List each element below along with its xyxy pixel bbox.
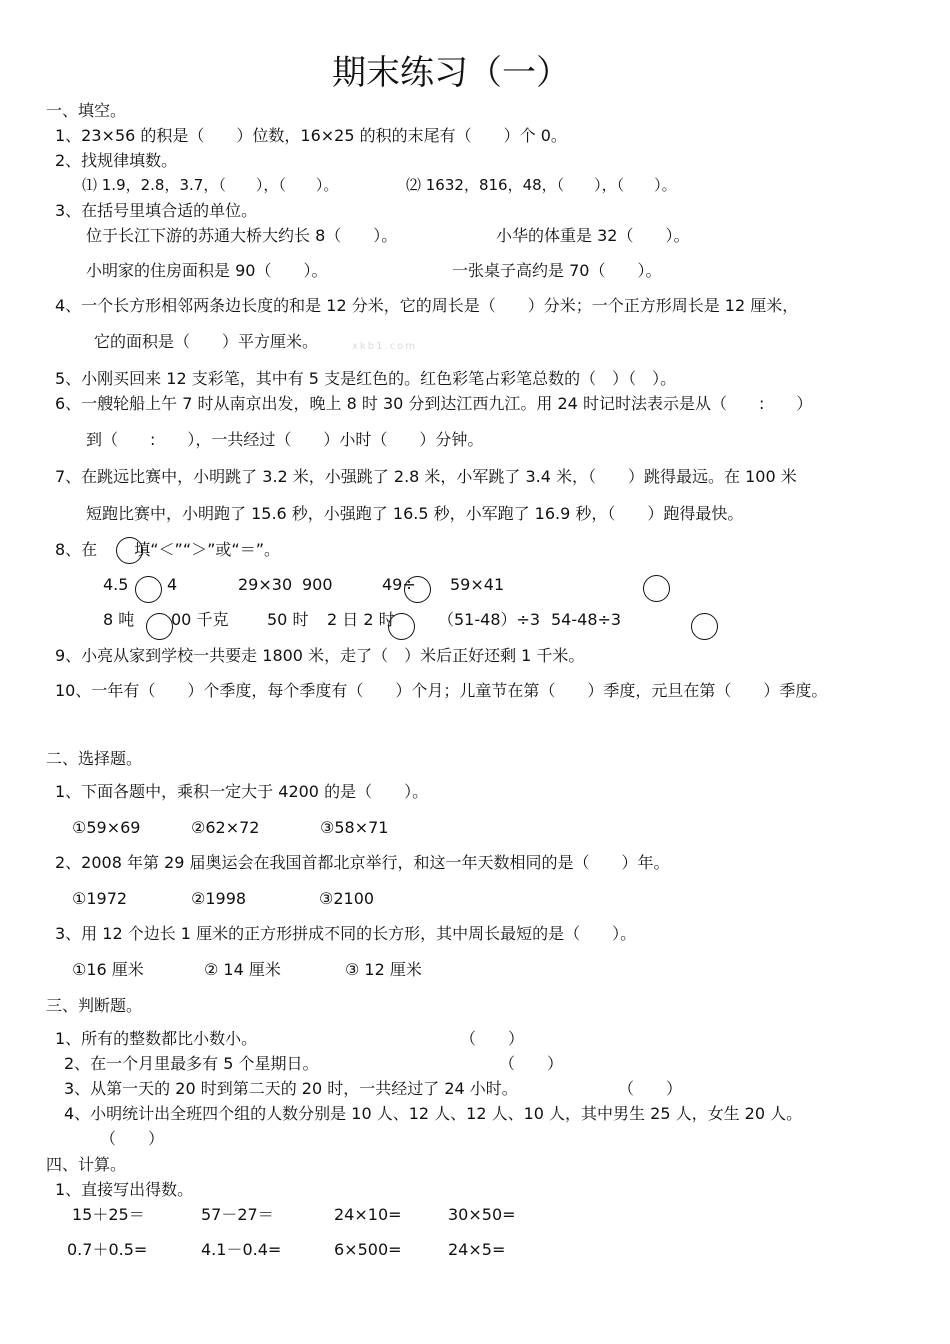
- fill-q4-line1: 4、一个长方形相邻两条边长度的和是 12 分米，它的周长是（ ）分米；一个正方形周长是 12 厘米，: [55, 296, 799, 315]
- choice-q2: 2、2008 年第 29 届奥运会在我国首都北京举行，和这一年天数相同的是（ ）年。: [55, 853, 670, 872]
- fill-q3: 3、在括号里填合适的单位。: [55, 201, 258, 220]
- calc-item: 6×500=: [334, 1240, 402, 1259]
- compare-item: 8 吨: [103, 610, 135, 629]
- watermark-text: xkb1.com: [352, 341, 417, 352]
- answer-circle[interactable]: [691, 613, 718, 640]
- fill-q7-line1: 7、在跳远比赛中，小明跳了 3.2 米，小强跳了 2.8 米，小军跳了 3.4 米，（ ）跳得最远。在 100 米: [55, 467, 797, 486]
- choice-option: ①59×69: [72, 818, 141, 837]
- judge-q2: 2、在一个月里最多有 5 个星期日。: [64, 1054, 319, 1073]
- choice-option: ②1998: [191, 889, 247, 908]
- choice-option: ③ 12 厘米: [345, 960, 422, 979]
- judge-answer-paren: （ ）: [100, 1129, 165, 1148]
- calc-item: 0.7＋0.5=: [67, 1240, 148, 1259]
- choice-q1: 1、下面各题中，乘积一定大于 4200 的是（ ）。: [55, 782, 429, 801]
- compare-item: 900: [302, 575, 333, 594]
- fill-q2: 2、找规律填数。: [55, 151, 178, 170]
- compare-item: 4: [167, 575, 178, 594]
- judge-q1: 1、所有的整数都比小数小。: [55, 1029, 258, 1048]
- fill-q7-line2: 短跑比赛中，小明跑了 15.6 秒，小强跑了 16.5 秒，小军跑了 16.9 秒，（ ）跑得最快。: [86, 504, 744, 523]
- choice-option: ①16 厘米: [72, 960, 144, 979]
- answer-circle[interactable]: [116, 537, 143, 564]
- fill-q3-weight: 小华的体重是 32（ ）。: [496, 226, 690, 245]
- answer-circle[interactable]: [135, 576, 162, 603]
- judge-answer-paren: （ ）: [499, 1054, 564, 1073]
- compare-item: 2 日 2 时: [327, 610, 395, 629]
- section-2-heading: 二、选择题。: [46, 749, 143, 768]
- fill-q2-part1: ⑴ 1.9，2.8，3.7，（ ），（ ）。: [82, 176, 339, 194]
- answer-circle[interactable]: [146, 613, 173, 640]
- choice-option: ②62×72: [191, 818, 260, 837]
- choice-q3: 3、用 12 个边长 1 厘米的正方形拼成不同的长方形，其中周长最短的是（ ）。: [55, 924, 637, 943]
- section-3-heading: 三、判断题。: [46, 996, 143, 1015]
- compare-item: 50 时: [267, 610, 309, 629]
- compare-item: 59×41: [450, 575, 505, 594]
- calc-item: 4.1－0.4=: [201, 1240, 282, 1259]
- calc-item: 30×50=: [448, 1205, 516, 1224]
- fill-q5: 5、小刚买回来 12 支彩笔，其中有 5 支是红色的。红色彩笔占彩笔总数的（ ）（ ）。: [55, 369, 677, 388]
- compare-item: 49÷: [382, 575, 416, 594]
- fill-q6-line2: 到（ : ），一共经过（ ）小时（ ）分钟。: [86, 430, 484, 449]
- fill-q10: 10、一年有（ ）个季度，每个季度有（ ）个月；儿童节在第（ ）季度，元旦在第（ ）季度。: [55, 681, 828, 700]
- calc-item: 57－27＝: [201, 1205, 274, 1224]
- section-1-heading: 一、填空。: [46, 101, 127, 120]
- choice-option: ①1972: [72, 889, 128, 908]
- compare-item: 54-48÷3: [551, 610, 622, 629]
- judge-answer-paren: （ ）: [618, 1079, 683, 1098]
- answer-circle[interactable]: [404, 576, 431, 603]
- answer-circle[interactable]: [643, 575, 670, 602]
- fill-q3-bridge: 位于长江下游的苏通大桥大约长 8（ ）。: [86, 226, 398, 245]
- fill-q6-line1: 6、一艘轮船上午 7 时从南京出发，晚上 8 时 30 分到达江西九江。用 24 时记时法表示是从（ : ）: [55, 394, 813, 413]
- fill-q4-line2: 它的面积是（ ）平方厘米。: [94, 332, 319, 351]
- fill-q3-area: 小明家的住房面积是 90（ ）。: [86, 261, 328, 280]
- compare-item: 00 千克: [171, 610, 229, 629]
- compare-item: 29×30: [238, 575, 293, 594]
- answer-circle[interactable]: [388, 613, 415, 640]
- calc-item: 24×5=: [448, 1240, 506, 1259]
- fill-q8: 8、在 填“＜”“＞”或“＝”。: [55, 540, 281, 559]
- section-4-heading: 四、计算。: [46, 1155, 127, 1174]
- fill-q2-part2: ⑵ 1632，816，48，（ ），（ ）。: [406, 176, 677, 194]
- choice-option: ③58×71: [320, 818, 389, 837]
- calc-q1: 1、直接写出得数。: [55, 1180, 194, 1199]
- calc-item: 15＋25＝: [72, 1205, 145, 1224]
- calc-item: 24×10=: [334, 1205, 402, 1224]
- choice-option: ③2100: [319, 889, 375, 908]
- fill-q1: 1、23×56 的积是（ ）位数，16×25 的积的末尾有（ ）个 0。: [55, 126, 567, 145]
- compare-item: 4.5: [103, 575, 129, 594]
- judge-answer-paren: （ ）: [460, 1029, 525, 1048]
- fill-q3-table: 一张桌子高约是 70（ ）。: [452, 261, 662, 280]
- judge-q4: 4、小明统计出全班四个组的人数分别是 10 人、12 人、12 人、10 人，其中男生 25 人，女生 20 人。: [64, 1104, 803, 1123]
- fill-q9: 9、小亮从家到学校一共要走 1800 米，走了（ ）米后正好还剩 1 千米。: [55, 646, 585, 665]
- choice-option: ② 14 厘米: [204, 960, 281, 979]
- compare-item: （51-48）÷3: [438, 610, 541, 629]
- page-title: 期末练习（一）: [332, 53, 570, 93]
- judge-q3: 3、从第一天的 20 时到第二天的 20 时，一共经过了 24 小时。: [64, 1079, 518, 1098]
